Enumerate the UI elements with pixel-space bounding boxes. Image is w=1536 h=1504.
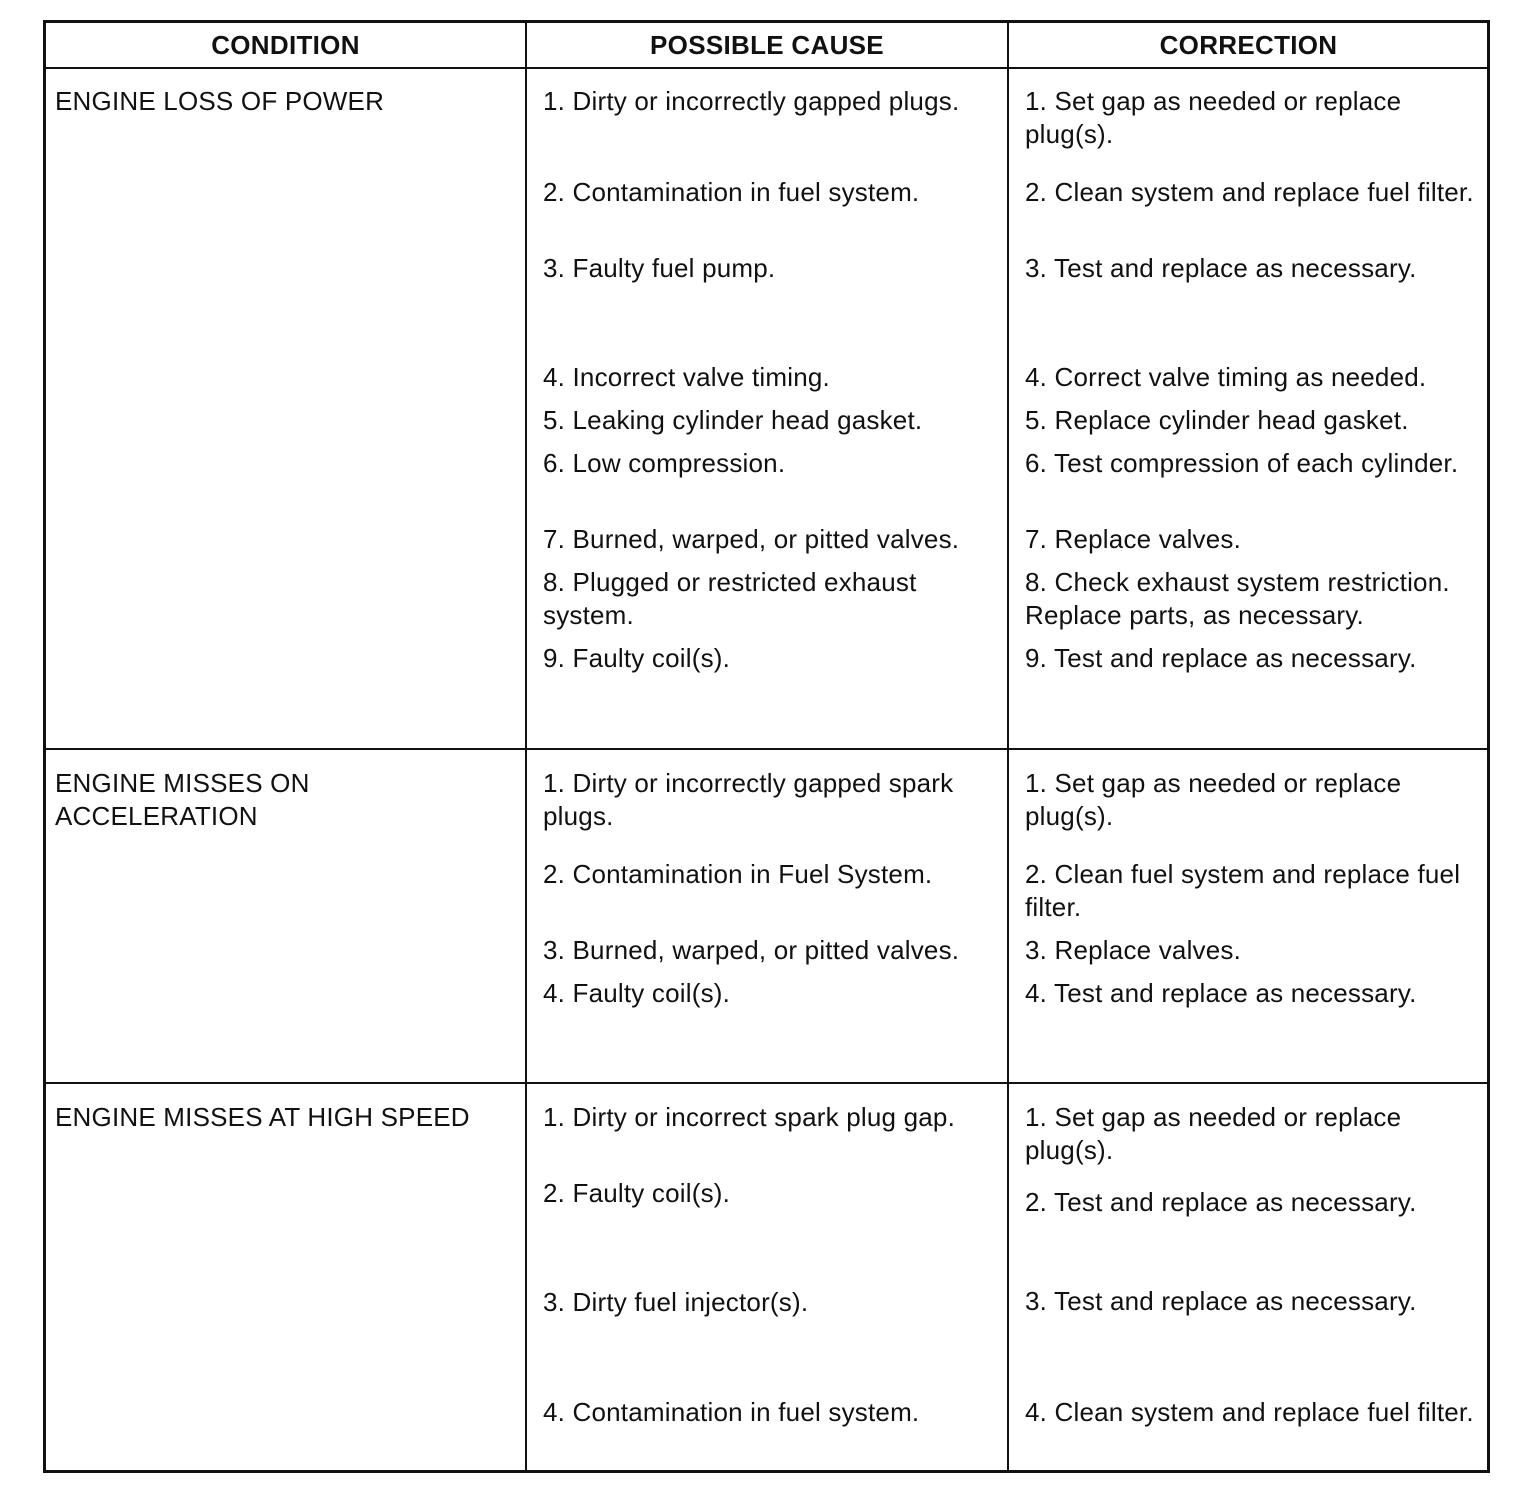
cause-item: 2. Faulty coil(s). [543,1178,731,1208]
correction-item: 4. Correct valve timing as needed. [1025,362,1427,392]
cause-item: 5. Leaking cylinder head gasket. [543,405,923,435]
correction-item: 2. Test and replace as necessary. [1025,1187,1417,1217]
condition-engine-loss-of-power: ENGINE LOSS OF POWER [55,86,385,116]
cause-item: 4. Contamination in fuel system. [543,1397,920,1427]
correction-item: 3. Replace valves. [1025,935,1242,965]
correction-item: 3. Test and replace as necessary. [1025,1286,1417,1316]
cause-item: 3. Burned, warped, or pitted valves. [543,935,960,965]
cause-item: 4. Faulty coil(s). [543,978,731,1008]
cause-item: 2. Contamination in fuel system. [543,177,920,207]
correction-item: 3. Test and replace as necessary. [1025,253,1417,283]
correction-item: 1. Set gap as needed or replace plug(s). [1025,86,1402,149]
diagnosis-table [43,20,1490,1473]
cause-item: 1. Dirty or incorrectly gapped spark plugs. [543,768,954,831]
correction-item: 5. Replace cylinder head gasket. [1025,405,1409,435]
cause-item: 2. Contamination in Fuel System. [543,859,933,889]
correction-item: 1. Set gap as needed or replace plug(s). [1025,768,1402,831]
correction-item: 1. Set gap as needed or replace plug(s). [1025,1102,1402,1165]
correction-item: 8. Check exhaust system restriction. Replace parts, as necessary. [1025,567,1450,630]
header-correction: CORRECTION [1159,30,1338,60]
cause-item: 4. Incorrect valve timing. [543,362,830,392]
correction-item: 4. Clean system and replace fuel filter. [1025,1397,1474,1427]
correction-item: 6. Test compression of each cylinder. [1025,448,1459,478]
cause-item: 1. Dirty or incorrectly gapped plugs. [543,86,960,116]
cause-item: 1. Dirty or incorrect spark plug gap. [543,1102,956,1132]
condition-engine-misses-at-high-speed: ENGINE MISSES AT HIGH SPEED [55,1102,470,1132]
row-divider [46,748,1487,750]
cause-item: 8. Plugged or restricted exhaust system. [543,567,917,630]
condition-engine-misses-on-acceleration: ENGINE MISSES ON ACCELERATION [55,768,310,831]
header-condition: CONDITION [211,30,360,60]
row-divider [46,1082,1487,1084]
header-possible-cause: POSSIBLE CAUSE [650,30,884,60]
column-divider [525,23,527,1470]
correction-item: 2. Clean fuel system and replace fuel filter. [1025,859,1461,922]
cause-item: 3. Dirty fuel injector(s). [543,1287,809,1317]
column-divider [1007,23,1009,1470]
cause-item: 3. Faulty fuel pump. [543,253,776,283]
correction-item: 2. Clean system and replace fuel filter. [1025,177,1474,207]
correction-item: 7. Replace valves. [1025,524,1242,554]
correction-item: 4. Test and replace as necessary. [1025,978,1417,1008]
cause-item: 7. Burned, warped, or pitted valves. [543,524,960,554]
header-divider [46,67,1487,69]
cause-item: 9. Faulty coil(s). [543,643,731,673]
correction-item: 9. Test and replace as necessary. [1025,643,1417,673]
cause-item: 6. Low compression. [543,448,786,478]
